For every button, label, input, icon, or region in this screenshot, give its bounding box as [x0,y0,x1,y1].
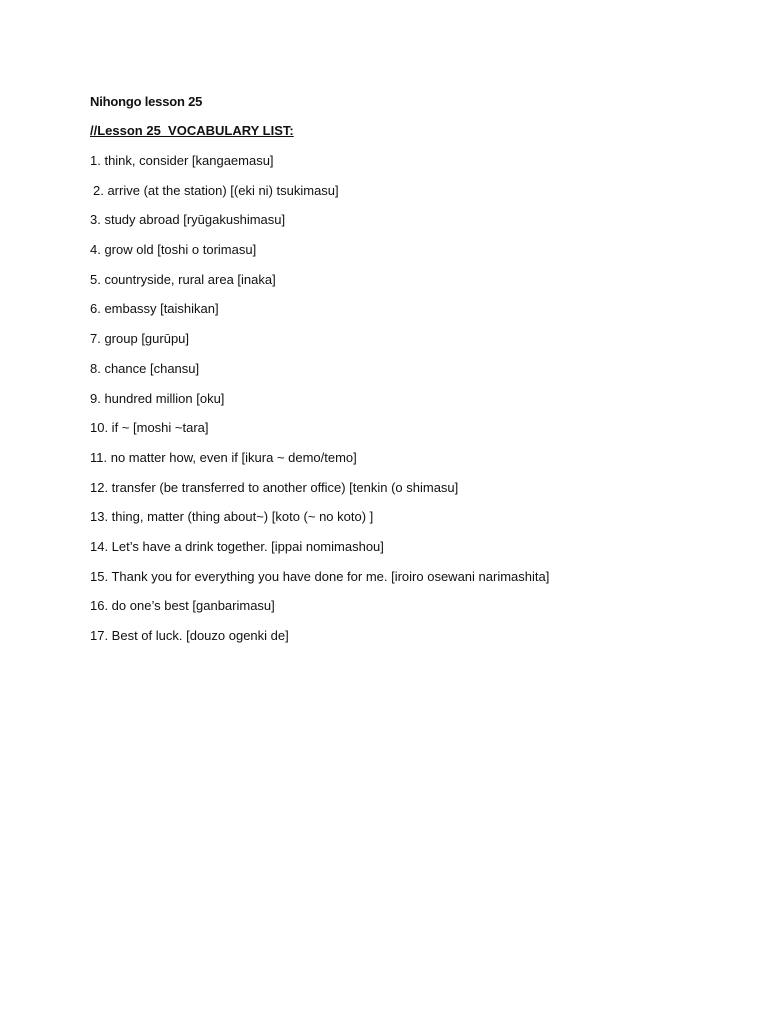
vocab-item-4: 4. grow old [toshi o torimasu] [90,242,257,258]
vocab-item-5: 5. countryside, rural area [inaka] [90,271,276,287]
vocab-item-12: 12. transfer (be transferred to another office) [tenkin (o shimasu] [90,479,459,495]
vocab-item-13: 13. thing, matter (thing about~) [koto (~ no koto) ] [90,509,374,525]
vocab-item-6: 6. embassy [taishikan] [90,301,219,317]
vocab-item-11: 11. no matter how, even if [ikura ~ demo/temo] [90,449,357,465]
document-title: Nihongo lesson 25 [90,94,203,109]
vocab-item-17: 17. Best of luck. [douzo ogenki de] [90,628,289,643]
vocab-item-7: 7. group [gurūpu] [90,331,190,347]
vocab-item-1: 1. think, consider [kangaemasu] [90,153,274,168]
vocab-item-8: 8. chance [chansu] [90,360,200,376]
vocab-item-3: 3. study abroad [ryūgakushimasu] [90,212,286,228]
vocab-item-2: 2. arrive (at the station) [(eki ni) tsukimasu] [93,182,339,198]
vocabulary-list [90,153,549,658]
vocabulary-heading: //Lesson 25_VOCABULARY LIST: [90,123,294,138]
vocab-item-16: 16. do one’s best [ganbarimasu] [90,598,275,614]
vocab-item-10: 10. if ~ [moshi ~tara] [90,420,209,436]
vocab-item-9: 9. hundred million [oku] [90,390,225,406]
vocab-item-14: 14. Let’s have a drink together. [ippai nomimashou] [90,538,384,554]
vocab-item-15: 15. Thank you for everything you have done for me. [iroiro osewani narimashita] [90,568,550,584]
